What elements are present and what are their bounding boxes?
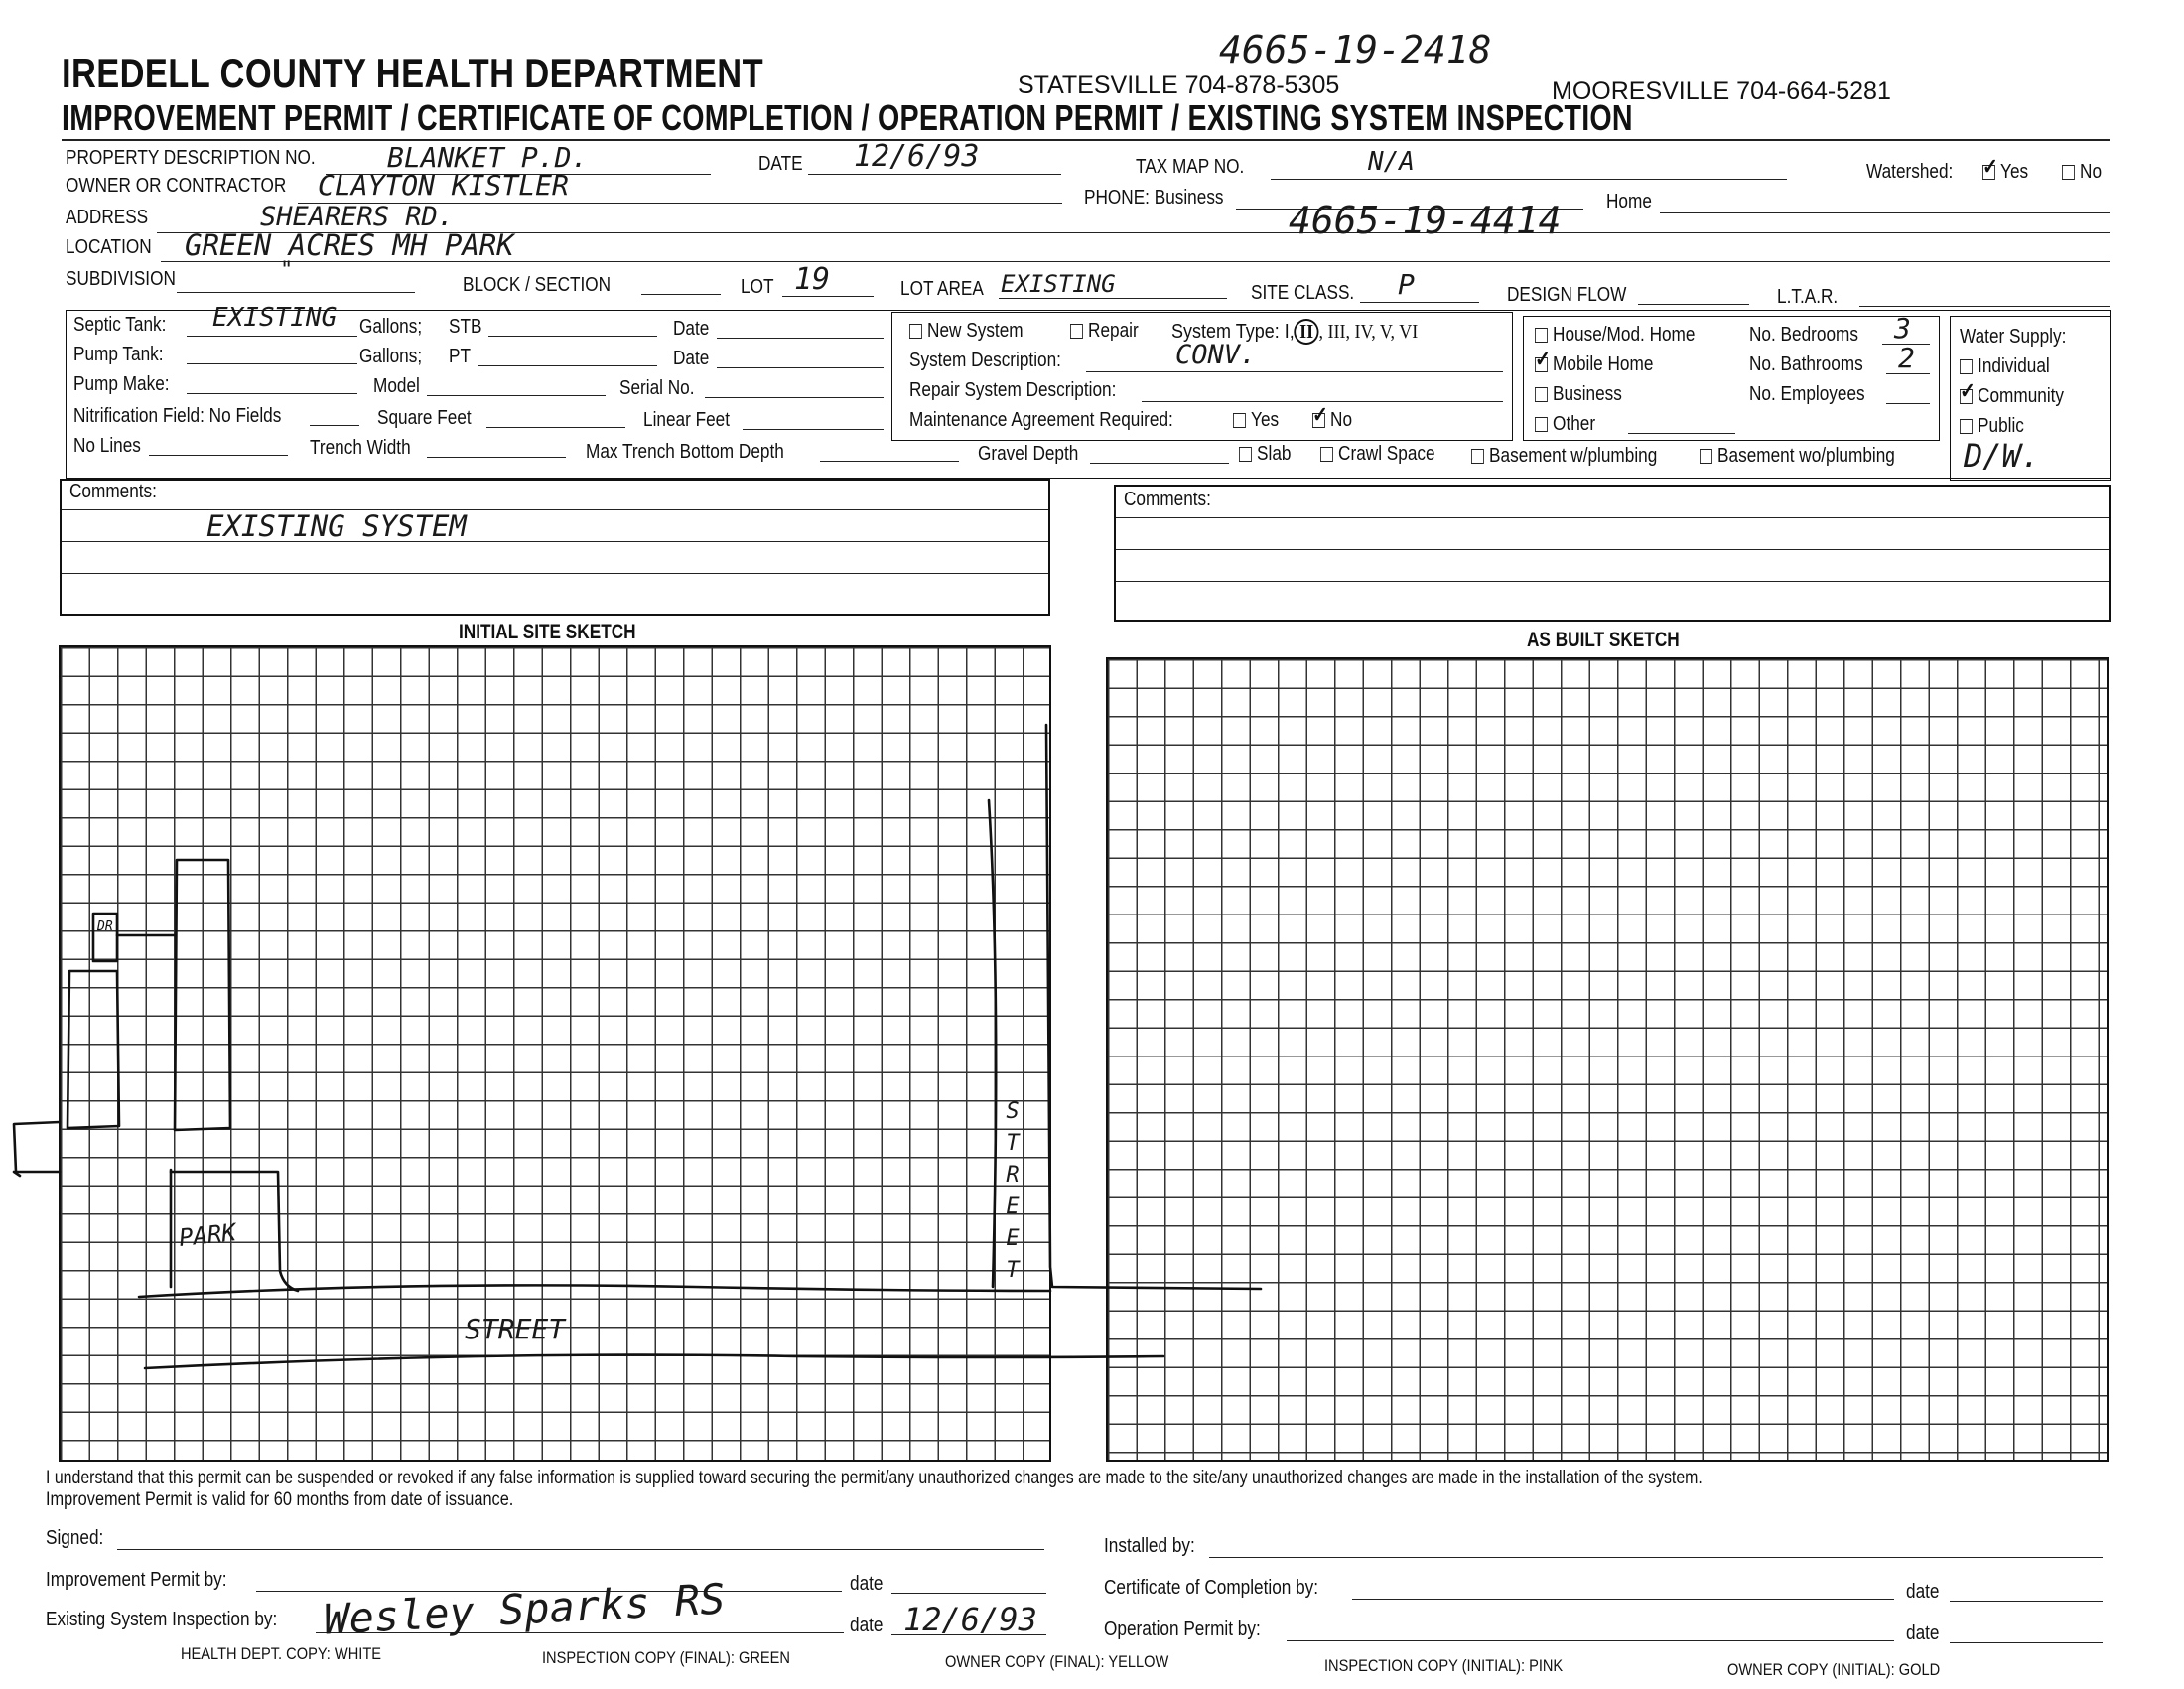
slab-option[interactable]: Slab [1239, 443, 1291, 466]
pump-date-label: Date [673, 348, 710, 369]
new-system-checkbox[interactable] [909, 324, 922, 339]
serial-line [705, 397, 884, 398]
septic-date-line [717, 338, 884, 339]
existing-date-value[interactable]: 12/6/93 [903, 1601, 1037, 1638]
operation-permit-line [1287, 1640, 1894, 1641]
property-desc-label: PROPERTY DESCRIPTION NO. [66, 147, 316, 169]
watershed-yes-option[interactable]: ✓ Yes [1982, 161, 2028, 184]
septic-tank-label: Septic Tank: [73, 314, 167, 336]
pump-tank-label: Pump Tank: [73, 344, 164, 365]
asbuilt-sketch-title: AS BUILT SKETCH [1527, 629, 1680, 651]
max-trench-label: Max Trench Bottom Depth [586, 441, 784, 463]
water-note: D/W. [1964, 437, 2041, 475]
street-label: STREET [465, 1313, 566, 1345]
left-comments-line-3 [62, 573, 1048, 574]
repair-checkbox[interactable] [1070, 324, 1083, 339]
employees-line [1886, 403, 1930, 404]
phone-home-label: Home [1606, 191, 1652, 212]
copy-pink: INSPECTION COPY (INITIAL): PINK [1324, 1656, 1564, 1675]
pump-make-label: Pump Make: [73, 373, 170, 395]
property-desc-value[interactable]: BLANKET P.D. [387, 141, 589, 174]
street-vertical-label: STREET [1006, 1099, 1020, 1283]
ltar-line [1859, 306, 2110, 307]
asbuilt-sketch-grid[interactable] [1106, 657, 2109, 1462]
right-comments-line-3 [1116, 581, 2109, 582]
septic-tank-line [187, 336, 357, 337]
water-supply-label: Water Supply: [1960, 326, 2067, 348]
model-label: Model [373, 375, 420, 397]
gravel-depth-label: Gravel Depth [978, 443, 1079, 465]
square-feet-label: Square Feet [377, 407, 472, 429]
serial-label: Serial No. [619, 377, 695, 399]
subdivision-line [177, 292, 415, 293]
maint-yes-option[interactable]: Yes [1233, 409, 1279, 432]
crawl-option[interactable]: Crawl Space [1320, 443, 1435, 466]
bathrooms-label: No. Bathrooms [1749, 353, 1863, 375]
maint-no-checkbox[interactable] [1312, 413, 1325, 428]
watershed-no-checkbox[interactable] [2062, 165, 2075, 180]
phone-business-value[interactable]: 4665-19-4414 [1289, 199, 1562, 242]
improvement-date-line [891, 1593, 1046, 1594]
basement-w-checkbox[interactable] [1471, 449, 1484, 464]
system-type-circled[interactable]: II [1295, 319, 1319, 345]
nitrification-label: Nitrification Field: No Fields [73, 405, 282, 427]
lot-area-label: LOT AREA [900, 278, 984, 300]
maint-no-option[interactable]: ✓ No [1312, 409, 1352, 432]
phone-home-line [1660, 212, 2110, 213]
no-lines-line [149, 455, 288, 456]
pt-label: PT [449, 346, 471, 367]
right-comments-label: Comments: [1124, 489, 1211, 510]
date-line [808, 174, 1061, 175]
maint-yes-checkbox[interactable] [1233, 413, 1246, 428]
repair-desc-label: Repair System Description: [909, 379, 1117, 401]
right-comments-line-2 [1116, 549, 2109, 550]
crawl-checkbox[interactable] [1320, 447, 1333, 462]
certificate-date-line [1950, 1601, 2103, 1602]
gravel-depth-line [1090, 463, 1229, 464]
basement-wo-option[interactable]: Basement wo/plumbing [1700, 445, 1895, 468]
phone-home-line-2 [1588, 232, 2110, 233]
initial-sketch-title: INITIAL SITE SKETCH [459, 621, 636, 643]
pump-tank-line [187, 363, 357, 364]
design-flow-line [1638, 304, 1749, 305]
system-desc-label: System Description: [909, 350, 1061, 371]
max-trench-line [820, 461, 959, 462]
tax-map-value[interactable]: N/A [1368, 147, 1415, 177]
other-checkbox[interactable] [1535, 417, 1548, 432]
date-value[interactable]: 12/6/93 [854, 139, 980, 174]
septic-gallons-label: Gallons; [359, 316, 423, 338]
other-option[interactable]: Other [1535, 413, 1595, 436]
validity-text: Improvement Permit is valid for 60 months from date of issuance. [46, 1489, 514, 1510]
statesville-phone: STATESVILLE 704-878-5305 [1018, 71, 1340, 99]
department-title: IREDELL COUNTY HEALTH DEPARTMENT [62, 50, 764, 96]
signed-line [117, 1549, 1044, 1550]
house-checkbox[interactable] [1535, 328, 1548, 343]
mooresville-phone: MOORESVILLE 704-664-5281 [1552, 77, 1891, 105]
business-option[interactable]: Business [1535, 383, 1622, 406]
subdivision-value[interactable]: " [280, 258, 294, 283]
ltar-label: L.T.A.R. [1777, 286, 1839, 308]
certificate-date-label: date [1906, 1581, 1940, 1603]
subdivision-label: SUBDIVISION [66, 268, 176, 290]
left-comments-box [60, 479, 1050, 616]
house-option[interactable]: House/Mod. Home [1535, 324, 1695, 347]
inspector-signature[interactable]: Wesley Sparks RS [322, 1574, 727, 1644]
improvement-date-label: date [850, 1573, 884, 1595]
operation-date-line [1950, 1642, 2103, 1643]
water-public-checkbox[interactable] [1960, 419, 1973, 434]
address-label: ADDRESS [66, 207, 149, 228]
tax-map-label: TAX MAP NO. [1136, 156, 1245, 178]
disclaimer-text: I understand that this permit can be suspended or revoked if any false information is supplied toward securing the permit/any unauthorized changes are made to the site/any unauthorized changes are made in the installation of the system. [46, 1468, 1703, 1488]
certificate-line [1352, 1599, 1894, 1600]
business-checkbox[interactable] [1535, 387, 1548, 402]
site-class-label: SITE CLASS. [1251, 282, 1355, 304]
existing-date-label: date [850, 1615, 884, 1636]
phone-business-label: PHONE: Business [1084, 187, 1224, 209]
nitrification-line [310, 425, 359, 426]
bedrooms-value[interactable]: 3 [1894, 312, 1911, 345]
pump-gallons-label: Gallons; [359, 346, 423, 367]
installed-line [1209, 1557, 2103, 1558]
form-subtitle: IMPROVEMENT PERMIT / CERTIFICATE OF COMPLETION / OPERATION PERMIT / EXISTING SYSTEM INSPECTION [62, 97, 1633, 138]
pump-date-line [717, 367, 884, 368]
lot-value[interactable]: 19 [794, 262, 831, 297]
system-type-rest: , III, IV, V, VI [1318, 321, 1419, 343]
header-rule [62, 139, 2110, 141]
existing-inspection-label: Existing System Inspection by: [46, 1609, 278, 1630]
dr-label: DR [97, 919, 113, 934]
operation-permit-label: Operation Permit by: [1104, 1619, 1261, 1640]
improvement-permit-label: Improvement Permit by: [46, 1569, 227, 1591]
location-value[interactable]: GREEN ACRES MH PARK [185, 228, 514, 262]
trench-width-label: Trench Width [310, 437, 411, 459]
system-desc-value[interactable]: CONV. [1175, 340, 1257, 370]
septic-tank-value[interactable]: EXISTING [212, 303, 338, 333]
copy-gold: OWNER COPY (INITIAL): GOLD [1727, 1660, 1941, 1679]
certificate-label: Certificate of Completion by: [1104, 1577, 1319, 1599]
date-label: DATE [758, 153, 803, 175]
owner-label: OWNER OR CONTRACTOR [66, 175, 287, 197]
water-individual-option[interactable]: Individual [1960, 355, 2050, 378]
installed-label: Installed by: [1104, 1535, 1195, 1557]
operation-date-label: date [1906, 1622, 1940, 1644]
basement-w-option[interactable]: Basement w/plumbing [1471, 445, 1657, 468]
stb-label: STB [449, 316, 482, 338]
signed-label: Signed: [46, 1527, 104, 1549]
other-line [1628, 433, 1735, 434]
lot-area-line [999, 298, 1227, 299]
park-label: PARK [177, 1218, 238, 1252]
linear-feet-line [743, 429, 884, 430]
model-line [427, 395, 606, 396]
location-label: LOCATION [66, 236, 152, 258]
bathrooms-value[interactable]: 2 [1898, 342, 1915, 374]
design-flow-label: DESIGN FLOW [1507, 284, 1627, 306]
water-community-option[interactable]: ✓Community [1960, 385, 2064, 408]
site-class-value[interactable]: P [1398, 268, 1415, 301]
linear-feet-label: Linear Feet [643, 409, 731, 431]
watershed-yes-checkbox[interactable] [1982, 165, 1995, 180]
watershed-no-option[interactable]: No [2062, 161, 2102, 184]
block-section-label: BLOCK / SECTION [463, 274, 612, 296]
right-comments-line-1 [1116, 517, 2109, 518]
copy-yellow: OWNER COPY (FINAL): YELLOW [945, 1652, 1169, 1671]
stb-line [488, 336, 657, 337]
owner-value[interactable]: CLAYTON KISTLER [318, 169, 569, 202]
address-value[interactable]: SHEARERS RD. [260, 202, 455, 232]
system-desc-line [1086, 371, 1503, 372]
left-comments-value[interactable]: EXISTING SYSTEM [206, 509, 467, 543]
system-type-label: System Type: I, [1171, 321, 1295, 343]
maint-label: Maintenance Agreement Required: [909, 409, 1173, 431]
mobile-option[interactable]: ✓Mobile Home [1535, 353, 1653, 376]
employees-label: No. Employees [1749, 383, 1865, 405]
water-individual-checkbox[interactable] [1960, 359, 1973, 374]
tax-map-line [1271, 179, 1787, 180]
block-section-line [641, 294, 721, 295]
basement-wo-checkbox[interactable] [1700, 449, 1712, 464]
new-system-option[interactable]: New System [909, 320, 1024, 343]
repair-option[interactable]: Repair [1070, 320, 1139, 343]
right-comments-box [1114, 485, 2111, 622]
square-feet-line [486, 427, 625, 428]
bedrooms-label: No. Bedrooms [1749, 324, 1858, 346]
site-class-line [1360, 302, 1479, 303]
lot-label: LOT [741, 276, 774, 298]
septic-date-label: Date [673, 318, 710, 340]
left-comments-label: Comments: [69, 481, 157, 502]
pump-make-line [187, 393, 357, 394]
water-public-option[interactable]: Public [1960, 415, 2024, 438]
copy-white: HEALTH DEPT. COPY: WHITE [181, 1644, 382, 1663]
no-lines-label: No Lines [73, 435, 141, 457]
mobile-checkbox[interactable] [1535, 357, 1548, 372]
handwritten-permit-number: 4665-19-2418 [1219, 28, 1492, 71]
slab-checkbox[interactable] [1239, 447, 1252, 462]
trench-width-line [427, 457, 566, 458]
pt-line [478, 365, 657, 366]
water-community-checkbox[interactable] [1960, 389, 1973, 404]
watershed-label: Watershed: [1866, 161, 1954, 183]
copy-green: INSPECTION COPY (FINAL): GREEN [542, 1648, 790, 1667]
lot-area-value[interactable]: EXISTING [1001, 270, 1116, 298]
